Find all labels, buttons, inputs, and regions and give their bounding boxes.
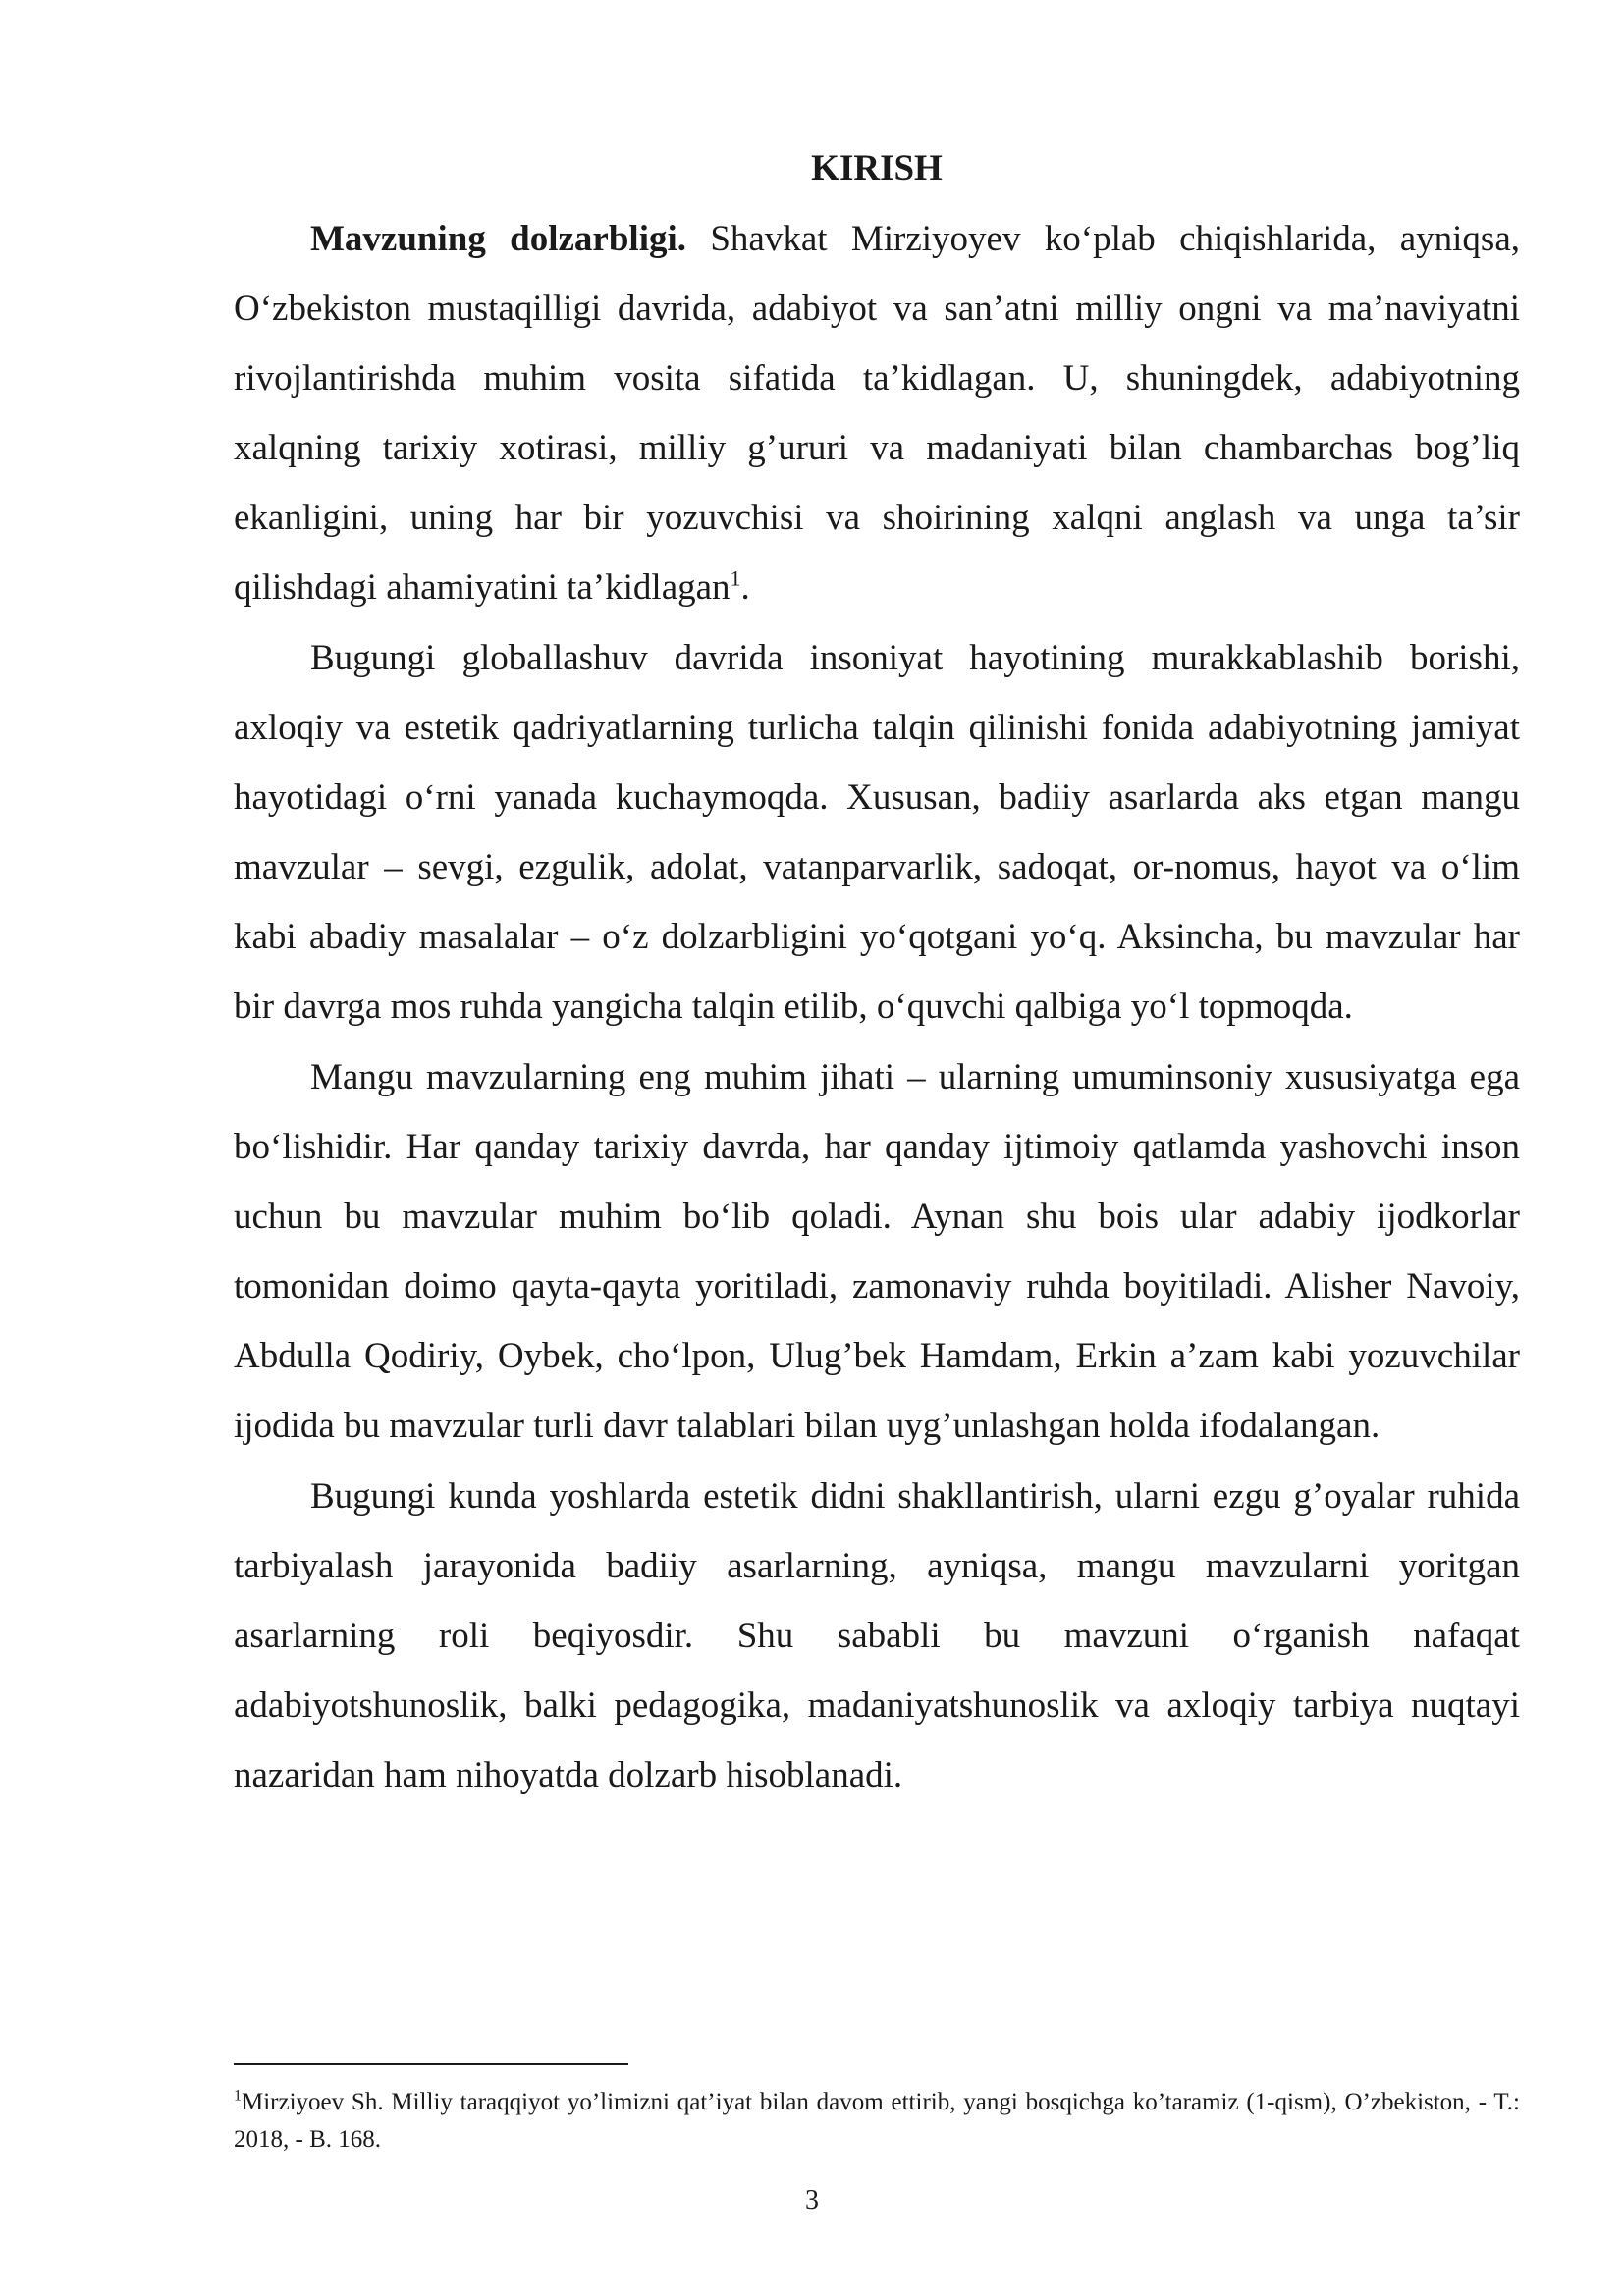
- paragraph-relevance: [234, 204, 1520, 623]
- footnote: [234, 2084, 1520, 2159]
- chapter-title: KIRISH: [811, 148, 943, 188]
- paragraph-eternal-themes: Mangu mavzularning eng muhim jihati – ularning umuminsoniy xususiyatga ega boʻlishidir. Har qanday tarixiy davrda, har qanday ijtimoiy qatlamda yashovchi inson uchun bu mavzular muhim boʻlib qoladi. Aynan shu bois ular adabiy ijodkorlar tomonidan doimo qayta-qayta yoritiladi, zamonaviy ruhda boyitiladi. Alisher Navoiy, Abdulla Qodiriy, Oybek, choʻlpon, Ulug’bek Hamdam, Erkin a’zam kabi yozuvchilar ijodida bu mavzular turli davr talablari bilan uyg’unlashgan holda ifodalangan.: [234, 1057, 1520, 1447]
- paragraph-youth-education: Bugungi kunda yoshlarda estetik didni shakllantirish, ularni ezgu g’oyalar ruhida tarbiyalash jarayonida badiiy asarlarning, ayniqsa, mangu mavzularni yoritgan asarlarning roli beqiyosdir. Shu sababli bu mavzuni oʻrganish nafaqat adabiyotshunoslik, balki pedagogika, madaniyatshunoslik va axloqiy tarbiya nuqtayi nazaridan ham nihoyatda dolzarb hisoblanadi.: [234, 1476, 1520, 1796]
- footnote-reference[interactable]: 1: [730, 566, 741, 592]
- footnote-separator: [234, 2063, 628, 2065]
- relevance-heading: Mavzuning dolzarbligi.: [310, 219, 687, 260]
- page-number: 3: [805, 2185, 819, 2216]
- main-body: [234, 147, 1520, 1811]
- paragraph-text: Shavkat Mirziyoyev koʻplab chiqishlarida, ayniqsa, Oʻzbekiston mustaqilligi davrida, adabiyot va san’atni milliy ongni va ma’naviyatni rivojlantirishda muhim vosita sifatida ta’kidlagan. U, shuningdek, adabiyotning xalqning tarixiy xotirasi, milliy g’ururi va madaniyati bilan chambarchas bog’liq ekanligini, uning har bir yozuvchisi va shoirining xalqni anglash va unga ta’sir qilishdagi ahamiyatini ta’kidlagan: [234, 219, 1520, 609]
- footnote-mark: 1: [234, 2087, 242, 2105]
- paragraph-globalization: Bugungi globallashuv davrida insoniyat hayotining murakkablashib borishi, axloqiy va estetik qadriyatlarning turlicha talqin qilinishi fonida adabiyotning jamiyat hayotidagi oʻrni yanada kuchaymoqda. Xususan, badiiy asarlarda aks etgan mangu mavzular – sevgi, ezgulik, adolat, vatanparvarlik, sadoqat, or-nomus, hayot va oʻlim kabi abadiy masalalar – oʻz dolzarbligini yoʻqotgani yoʻq. Aksincha, bu mavzular har bir davrga mos ruhda yangicha talqin etilib, oʻquvchi qalbiga yoʻl topmoqda.: [234, 638, 1520, 1028]
- footnote-text: Mirziyoev Sh. Milliy taraqqiyot yo’limizni qat’iyat bilan davom ettirib, yangi bosqichga ko’taramiz (1-qism), O’zbekiston, - T.: 2018, - B. 168.: [234, 2089, 1520, 2153]
- paragraph-tail: .: [740, 567, 750, 609]
